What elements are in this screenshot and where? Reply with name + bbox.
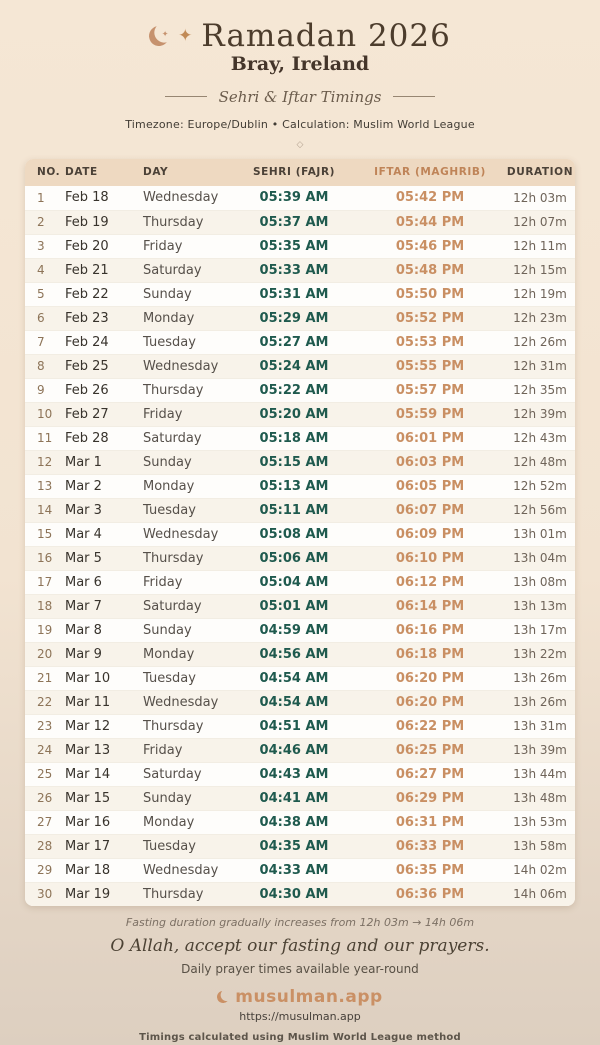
cell-sehri: 04:54 AM	[259, 694, 329, 710]
table-row	[25, 522, 575, 546]
cell-iftar: 06:14 PM	[395, 598, 465, 614]
cell-sehri: 04:46 AM	[259, 742, 329, 758]
cell-date: Mar 18	[65, 862, 111, 878]
cell-sehri: 05:01 AM	[259, 598, 329, 614]
cell-sehri: 05:33 AM	[259, 262, 329, 278]
cell-duration: 12h 11m	[513, 239, 567, 254]
calculation-method-note: Timings calculated using Muslim World League method	[139, 1031, 461, 1043]
cell-iftar: 05:44 PM	[395, 214, 465, 230]
cell-no: 2	[37, 215, 45, 230]
cell-duration: 13h 01m	[513, 527, 567, 542]
cell-duration: 13h 13m	[513, 599, 567, 614]
cell-day: Wednesday	[143, 694, 219, 710]
cell-date: Feb 24	[65, 334, 109, 350]
cell-sehri: 04:30 AM	[259, 886, 329, 902]
cell-iftar: 06:20 PM	[395, 694, 465, 710]
cell-iftar: 05:48 PM	[395, 262, 465, 278]
cell-sehri: 05:08 AM	[259, 526, 329, 542]
cell-duration: 12h 56m	[513, 503, 567, 518]
cell-iftar: 06:10 PM	[395, 550, 465, 566]
table-row	[25, 642, 575, 666]
cell-no: 15	[37, 527, 53, 542]
cell-date: Mar 16	[65, 814, 111, 830]
cell-date: Mar 1	[65, 454, 102, 470]
table-row	[25, 354, 575, 378]
cell-day: Saturday	[143, 262, 202, 278]
table-row	[25, 474, 575, 498]
cell-date: Feb 28	[65, 430, 109, 446]
cell-duration: 13h 08m	[513, 575, 567, 590]
cell-duration: 13h 48m	[513, 791, 567, 806]
cell-iftar: 05:53 PM	[395, 334, 465, 350]
cell-iftar: 06:16 PM	[395, 622, 465, 638]
cell-day: Sunday	[143, 454, 192, 470]
cell-sehri: 04:56 AM	[259, 646, 329, 662]
cell-day: Monday	[143, 646, 195, 662]
brand-row	[110, 987, 489, 1007]
cell-day: Wednesday	[143, 862, 219, 878]
cell-date: Mar 9	[65, 646, 102, 662]
cell-date: Feb 18	[65, 190, 109, 206]
cell-iftar: 05:55 PM	[395, 358, 465, 374]
cell-duration: 13h 31m	[513, 719, 567, 734]
table-row	[25, 882, 575, 906]
cell-duration: 12h 07m	[513, 215, 567, 230]
cell-no: 16	[37, 551, 53, 566]
cell-day: Thursday	[143, 886, 204, 902]
cell-day: Thursday	[143, 382, 204, 398]
brand-name: musulman.app	[235, 986, 383, 1007]
cell-no: 29	[37, 863, 53, 878]
cell-duration: 13h 17m	[513, 623, 567, 638]
cell-iftar: 05:57 PM	[395, 382, 465, 398]
cell-no: 3	[37, 239, 45, 254]
cell-date: Mar 2	[65, 478, 102, 494]
table-row	[25, 858, 575, 882]
cell-iftar: 06:18 PM	[395, 646, 465, 662]
cell-date: Mar 13	[65, 742, 111, 758]
cell-day: Wednesday	[143, 190, 219, 206]
cell-day: Monday	[143, 814, 195, 830]
cell-no: 22	[37, 695, 53, 710]
cell-day: Friday	[143, 238, 183, 254]
cell-duration: 13h 58m	[513, 839, 567, 854]
cell-no: 9	[37, 383, 45, 398]
cell-date: Feb 27	[65, 406, 109, 422]
column-header-day: DAY	[143, 166, 169, 179]
cell-sehri: 05:18 AM	[259, 430, 329, 446]
cell-sehri: 04:54 AM	[259, 670, 329, 686]
timezone-calculation-meta: Timezone: Europe/Dublin • Calculation: Muslim World League	[125, 117, 475, 131]
cell-iftar: 06:29 PM	[395, 790, 465, 806]
cell-date: Mar 11	[65, 694, 111, 710]
cell-sehri: 05:37 AM	[259, 214, 329, 230]
cell-no: 19	[37, 623, 53, 638]
cell-iftar: 06:36 PM	[395, 886, 465, 902]
cell-date: Mar 3	[65, 502, 102, 518]
cell-no: 4	[37, 263, 45, 278]
timings-table-card	[25, 159, 575, 906]
cell-sehri: 05:20 AM	[259, 406, 329, 422]
cell-date: Feb 23	[65, 310, 109, 326]
column-header-duration: DURATION	[506, 166, 574, 179]
cell-day: Thursday	[143, 718, 204, 734]
cell-day: Monday	[143, 478, 195, 494]
cell-day: Wednesday	[143, 358, 219, 374]
table-row	[25, 810, 575, 834]
page-footer	[110, 906, 489, 1043]
cell-duration: 12h 15m	[513, 263, 567, 278]
table-row	[25, 186, 575, 210]
column-header-sehri: SEHRI (FAJR)	[252, 166, 336, 179]
cell-day: Sunday	[143, 790, 192, 806]
cell-iftar: 06:31 PM	[395, 814, 465, 830]
cell-date: Mar 4	[65, 526, 102, 542]
table-row	[25, 690, 575, 714]
cell-iftar: 05:42 PM	[395, 190, 465, 206]
cell-sehri: 04:38 AM	[259, 814, 329, 830]
table-row	[25, 666, 575, 690]
cell-iftar: 06:20 PM	[395, 670, 465, 686]
cell-no: 30	[37, 887, 53, 902]
cell-day: Saturday	[143, 598, 202, 614]
table-row	[25, 402, 575, 426]
table-row	[25, 306, 575, 330]
cell-sehri: 05:15 AM	[259, 454, 329, 470]
cell-sehri: 05:22 AM	[259, 382, 329, 398]
cell-date: Mar 14	[65, 766, 111, 782]
cell-sehri: 05:27 AM	[259, 334, 329, 350]
cell-no: 24	[37, 743, 53, 758]
column-header-iftar: IFTAR (MAGHRIB)	[374, 166, 486, 179]
cell-date: Mar 12	[65, 718, 111, 734]
cell-no: 1	[37, 190, 45, 205]
cell-duration: 12h 26m	[513, 335, 567, 350]
cell-day: Tuesday	[143, 838, 196, 854]
cell-no: 21	[37, 671, 53, 686]
cell-date: Mar 5	[65, 550, 102, 566]
table-body	[25, 186, 575, 906]
cell-sehri: 04:51 AM	[259, 718, 329, 734]
cell-duration: 12h 35m	[513, 383, 567, 398]
cell-iftar: 06:07 PM	[395, 502, 465, 518]
cell-day: Friday	[143, 574, 183, 590]
cell-no: 11	[37, 431, 53, 446]
cell-iftar: 06:01 PM	[395, 430, 465, 446]
fasting-duration-note: Fasting duration gradually increases from 12h 03m → 14h 06m	[125, 915, 475, 929]
cell-duration: 12h 23m	[513, 311, 567, 326]
cell-sehri: 04:59 AM	[259, 622, 329, 638]
left-rule-divider	[165, 96, 207, 97]
cell-iftar: 06:03 PM	[395, 454, 465, 470]
cell-iftar: 06:22 PM	[395, 718, 465, 734]
table-row	[25, 618, 575, 642]
cell-no: 14	[37, 503, 53, 518]
cell-sehri: 05:39 AM	[259, 190, 329, 206]
cell-no: 7	[37, 335, 45, 350]
page-title: Ramadan 2026	[201, 18, 451, 54]
cell-date: Feb 22	[65, 286, 109, 302]
cell-sehri: 04:35 AM	[259, 838, 329, 854]
cell-no: 6	[37, 311, 45, 326]
cell-day: Friday	[143, 742, 183, 758]
cell-day: Saturday	[143, 430, 202, 446]
table-row	[25, 714, 575, 738]
cell-day: Monday	[143, 310, 195, 326]
dua-text: O Allah, accept our fasting and our prayers.	[110, 935, 490, 956]
cell-no: 23	[37, 719, 53, 734]
cell-sehri: 05:11 AM	[259, 502, 329, 518]
cell-duration: 13h 26m	[513, 695, 567, 710]
cell-date: Mar 17	[65, 838, 111, 854]
cell-iftar: 05:59 PM	[395, 406, 465, 422]
cell-no: 5	[37, 287, 45, 302]
table-row	[25, 282, 575, 306]
cell-sehri: 05:04 AM	[259, 574, 329, 590]
cell-day: Sunday	[143, 286, 192, 302]
table-row	[25, 834, 575, 858]
cell-duration: 14h 02m	[513, 863, 567, 878]
cell-no: 27	[37, 815, 53, 830]
table-row	[25, 786, 575, 810]
cell-duration: 14h 06m	[513, 887, 567, 902]
cell-sehri: 04:33 AM	[259, 862, 329, 878]
table-row	[25, 258, 575, 282]
brand-url: https://musulman.app	[239, 1009, 361, 1023]
column-header-no: NO.	[37, 166, 61, 179]
table-row	[25, 594, 575, 618]
cell-sehri: 05:35 AM	[259, 238, 329, 254]
cell-sehri: 05:29 AM	[259, 310, 329, 326]
cell-date: Feb 25	[65, 358, 109, 374]
table-row	[25, 570, 575, 594]
four-point-star-icon: ✦	[178, 25, 193, 46]
cell-iftar: 06:35 PM	[395, 862, 465, 878]
cell-day: Saturday	[143, 766, 202, 782]
table-row	[25, 738, 575, 762]
cell-day: Thursday	[143, 214, 204, 230]
table-row	[25, 378, 575, 402]
cell-no: 28	[37, 839, 53, 854]
table-row	[25, 546, 575, 570]
cell-sehri: 05:06 AM	[259, 550, 329, 566]
right-rule-divider	[393, 96, 435, 97]
cell-no: 20	[37, 647, 53, 662]
cell-iftar: 05:52 PM	[395, 310, 465, 326]
table-row	[25, 450, 575, 474]
cell-sehri: 05:24 AM	[259, 358, 329, 374]
cell-duration: 12h 19m	[513, 287, 567, 302]
cell-day: Tuesday	[143, 670, 196, 686]
cell-sehri: 04:41 AM	[259, 790, 329, 806]
availability-note: Daily prayer times available year-round	[181, 961, 419, 976]
cell-duration: 13h 22m	[513, 647, 567, 662]
cell-day: Wednesday	[143, 526, 219, 542]
table-row	[25, 330, 575, 354]
cell-date: Feb 26	[65, 382, 109, 398]
cell-iftar: 06:25 PM	[395, 742, 465, 758]
cell-sehri: 05:13 AM	[259, 478, 329, 494]
cell-no: 13	[37, 479, 53, 494]
cell-no: 8	[37, 359, 45, 374]
cell-duration: 12h 48m	[513, 455, 567, 470]
cell-date: Feb 20	[65, 238, 109, 254]
cell-duration: 12h 31m	[513, 359, 567, 374]
cell-duration: 12h 52m	[513, 479, 567, 494]
cell-duration: 13h 44m	[513, 767, 567, 782]
cell-no: 10	[37, 407, 53, 422]
brand-crescent-icon	[216, 989, 231, 1004]
title-row	[125, 20, 475, 53]
crescent-star-icon: ✦	[162, 29, 169, 39]
cell-iftar: 06:33 PM	[395, 838, 465, 854]
cell-date: Feb 21	[65, 262, 109, 278]
cell-iftar: 06:12 PM	[395, 574, 465, 590]
cell-no: 12	[37, 455, 53, 470]
cell-day: Tuesday	[143, 502, 196, 518]
cell-iftar: 06:05 PM	[395, 478, 465, 494]
cell-date: Mar 8	[65, 622, 102, 638]
table-row	[25, 498, 575, 522]
table-row	[25, 762, 575, 786]
table-row	[25, 210, 575, 234]
cell-date: Mar 10	[65, 670, 111, 686]
cell-sehri: 04:43 AM	[259, 766, 329, 782]
cell-duration: 13h 04m	[513, 551, 567, 566]
cell-date: Mar 15	[65, 790, 111, 806]
column-header-date: DATE	[65, 166, 98, 179]
cell-duration: 12h 39m	[513, 407, 567, 422]
cell-date: Mar 7	[65, 598, 102, 614]
cell-day: Sunday	[143, 622, 192, 638]
cell-iftar: 06:09 PM	[395, 526, 465, 542]
cell-date: Mar 19	[65, 886, 111, 902]
table-row	[25, 234, 575, 258]
cell-no: 17	[37, 575, 53, 590]
cell-no: 25	[37, 767, 53, 782]
cell-day: Friday	[143, 406, 183, 422]
cell-iftar: 05:50 PM	[395, 286, 465, 302]
cell-sehri: 05:31 AM	[259, 286, 329, 302]
cell-duration: 13h 53m	[513, 815, 567, 830]
location-title: Bray, Ireland	[230, 52, 370, 75]
cell-iftar: 05:46 PM	[395, 238, 465, 254]
cell-day: Thursday	[143, 550, 204, 566]
cell-duration: 13h 39m	[513, 743, 567, 758]
subtitle: Sehri & Iftar Timings	[218, 87, 382, 106]
cell-duration: 12h 03m	[513, 190, 567, 205]
cell-no: 26	[37, 791, 53, 806]
cell-day: Tuesday	[143, 334, 196, 350]
table-row	[25, 426, 575, 450]
diamond-divider-icon: ◇	[296, 139, 304, 150]
page-header	[125, 0, 475, 150]
table-header-row	[25, 159, 575, 186]
cell-duration: 13h 26m	[513, 671, 567, 686]
cell-no: 18	[37, 599, 53, 614]
cell-date: Feb 19	[65, 214, 109, 230]
cell-duration: 12h 43m	[513, 431, 567, 446]
subtitle-row	[125, 88, 475, 106]
cell-date: Mar 6	[65, 574, 102, 590]
crescent-moon-icon	[147, 24, 171, 48]
cell-iftar: 06:27 PM	[395, 766, 465, 782]
